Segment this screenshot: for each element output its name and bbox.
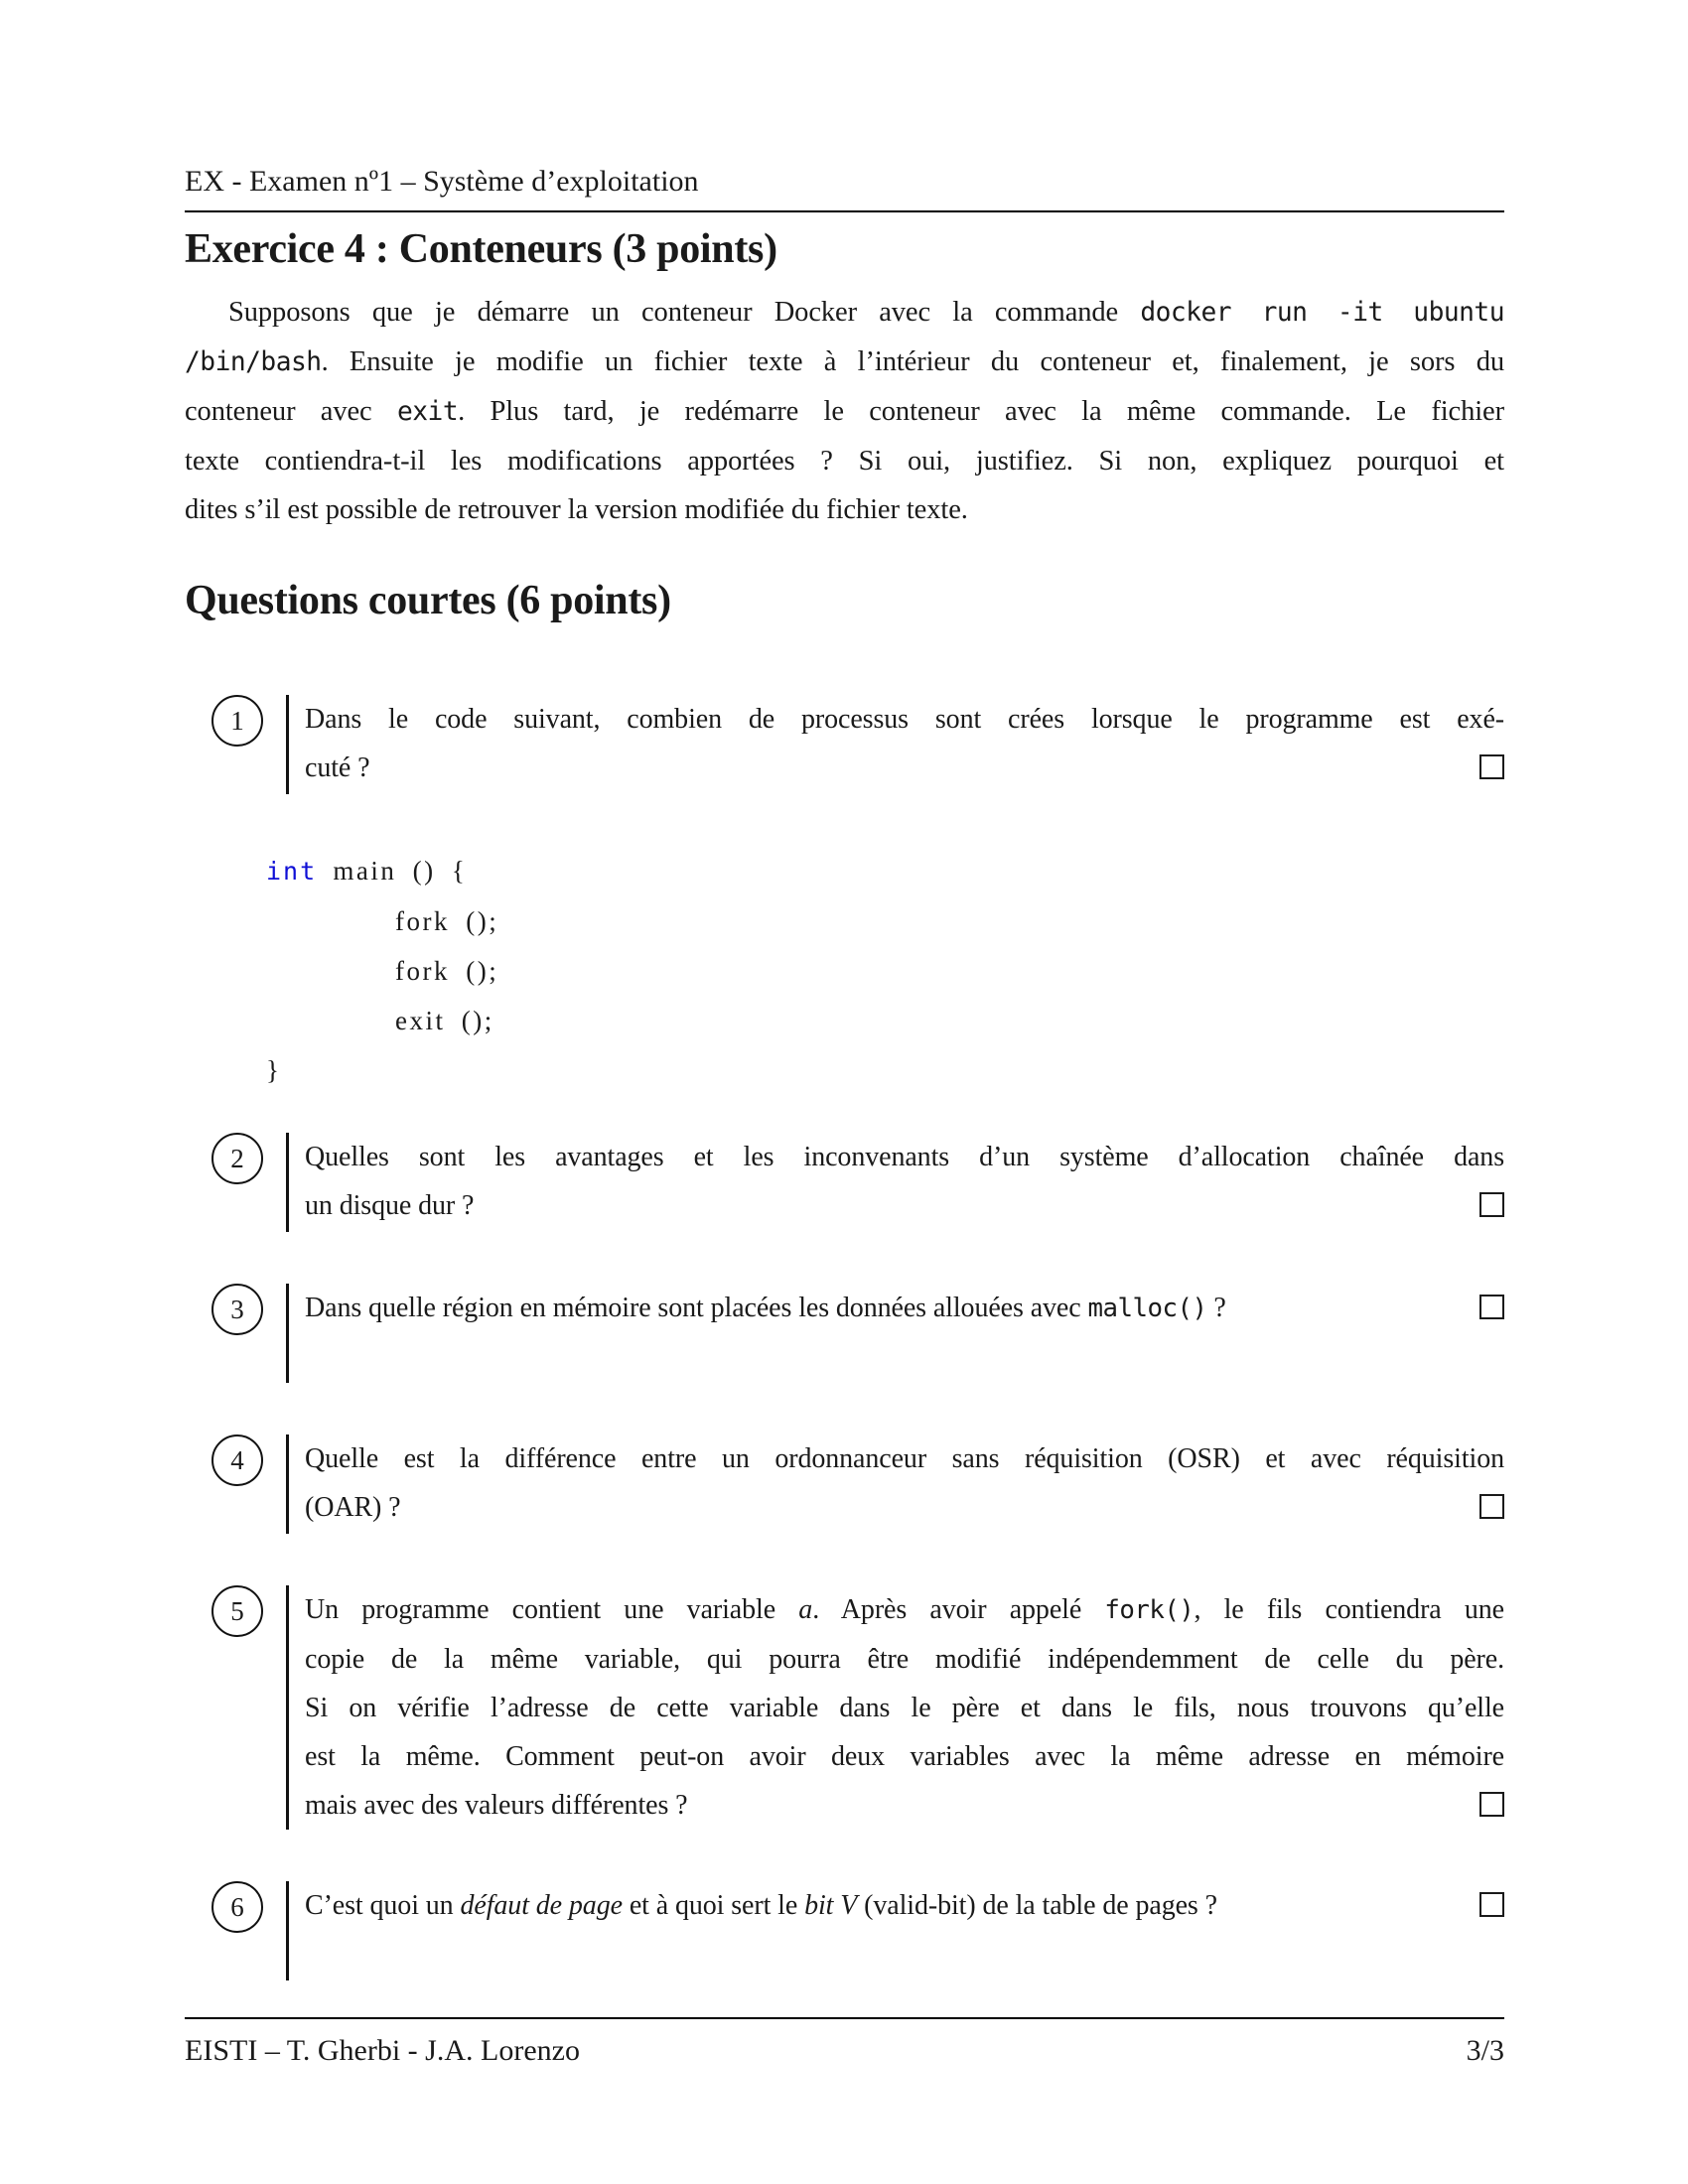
question-text: [305, 695, 1504, 792]
question-line: [305, 1684, 1504, 1732]
answer-checkbox: [1479, 1892, 1504, 1917]
text-run: est la même. Comment peut-on avoir deux variables avec la même adresse en mémoire: [305, 1741, 1504, 1772]
statement-line: [185, 338, 1504, 387]
text-run: ?: [1206, 1293, 1226, 1323]
text-run: Si on vérifie l’adresse de cette variable dans le père et dans le fils, nous trouvons qu’elle: [305, 1693, 1504, 1723]
emphasized-text: défaut de page: [460, 1890, 623, 1921]
question-line: [305, 1635, 1504, 1684]
text-run: copie de la même variable, qui pourra être modifié indépendemment de celle du père.: [305, 1644, 1504, 1675]
text-run: Quelles sont les avantages et les inconvenants d’un système d’allocation chaînée dans: [305, 1142, 1504, 1172]
question-rule: [286, 1284, 289, 1383]
question-number: 5: [230, 1595, 244, 1626]
questions-section-title: Questions courtes (6 points): [185, 578, 671, 623]
question-text: [305, 1133, 1504, 1230]
exercise-statement: [185, 288, 1504, 534]
text-run: (OAR) ?: [305, 1492, 401, 1523]
question-text: [305, 1585, 1504, 1830]
inline-code: docker run -it ubuntu: [1140, 298, 1504, 328]
answer-checkbox: [1479, 1792, 1504, 1817]
page-header: [185, 165, 1504, 212]
code-keyword: int: [266, 857, 318, 886]
question-number: 4: [230, 1444, 244, 1475]
footer-page-number: 3/3: [1466, 2034, 1504, 2067]
text-run: . Plus tard, je redémarre le conteneur avec la même commande. Le fichier: [458, 396, 1504, 427]
question-item: [185, 1133, 1504, 1232]
inline-code: /bin/bash: [185, 347, 322, 377]
text-run: conteneur avec: [185, 396, 397, 427]
text-run: fork ();: [266, 956, 499, 986]
footer-authors: EISTI – T. Gherbi - J.A. Lorenzo: [185, 2034, 580, 2067]
question-text: [305, 1434, 1504, 1532]
text-run: Supposons que je démarre un conteneur Docker avec la commande: [228, 297, 1141, 328]
question-number-badge: [211, 1881, 263, 1933]
question-text: [305, 1284, 1504, 1333]
question-item: [185, 695, 1504, 794]
question-item: [185, 1881, 1504, 1980]
question-number-badge: [211, 1585, 263, 1637]
text-run: , le fils contiendra une: [1194, 1594, 1504, 1625]
question-number: 1: [230, 705, 244, 736]
text-run: Dans quelle région en mémoire sont placées les données allouées avec: [305, 1293, 1088, 1323]
text-run: Dans le code suivant, combien de processus sont crées lorsque le programme est exé-: [305, 704, 1504, 735]
statement-line: [185, 387, 1504, 437]
question-number-badge: [211, 1133, 263, 1184]
question-number-badge: [211, 695, 263, 747]
question-line: [305, 1585, 1504, 1635]
text-run: C’est quoi un: [305, 1890, 461, 1921]
answer-checkbox: [1479, 1494, 1504, 1519]
question-line: [305, 1133, 1504, 1181]
question-rule: [286, 1133, 289, 1232]
statement-line: [185, 437, 1504, 485]
header-course-title: EX - Examen nº1 – Système d’exploitation: [185, 165, 699, 198]
question-rule: [286, 1434, 289, 1534]
question-rule: [286, 1881, 289, 1980]
text-run: et à quoi sert le: [622, 1890, 805, 1921]
page-footer: [185, 2017, 1504, 2069]
text-run: exit ();: [266, 1006, 494, 1035]
text-run: un disque dur ?: [305, 1190, 475, 1221]
question-rule: [286, 1585, 289, 1830]
question-line: [305, 1781, 1504, 1830]
code-line: [266, 846, 1504, 896]
inline-code: fork(): [1104, 1595, 1195, 1625]
question-item: [185, 1585, 1504, 1830]
answer-checkbox: [1479, 1295, 1504, 1319]
question-line: [305, 1284, 1504, 1333]
question-number: 2: [230, 1143, 244, 1173]
text-run: cuté ?: [305, 752, 370, 783]
text-run: . Après avoir appelé: [812, 1594, 1105, 1625]
emphasized-text: bit V: [804, 1890, 858, 1921]
questions-list: [185, 695, 1504, 1980]
question-text: [305, 1881, 1504, 1930]
inline-code: malloc(): [1087, 1294, 1207, 1323]
statement-line: [185, 485, 1504, 534]
text-run: Un programme contient une variable: [305, 1594, 799, 1625]
question-item: [185, 1434, 1504, 1534]
question-line: [305, 1483, 1504, 1532]
answer-checkbox: [1479, 754, 1504, 779]
text-run: dites s’il est possible de retrouver la version modifiée du fichier texte.: [185, 494, 968, 525]
question-line: [305, 1732, 1504, 1781]
code-line: [266, 1045, 1504, 1095]
answer-checkbox: [1479, 1192, 1504, 1217]
question-item: [185, 1284, 1504, 1383]
text-run: mais avec des valeurs différentes ?: [305, 1790, 688, 1821]
question-number: 3: [230, 1294, 244, 1324]
text-run: (valid-bit) de la table de pages ?: [857, 1890, 1217, 1921]
question-line: [305, 1434, 1504, 1483]
statement-line: [185, 288, 1504, 338]
question-number: 6: [230, 1891, 244, 1922]
text-run: texte contiendra-t-il les modifications apportées ? Si oui, justifiez. Si non, expliquez pourquoi et: [185, 446, 1504, 477]
question-line: [305, 1881, 1504, 1930]
question-line: [305, 695, 1504, 744]
text-run: }: [266, 1055, 282, 1085]
code-block: [266, 846, 1504, 1095]
question-line: [305, 744, 1504, 792]
text-run: . Ensuite je modifie un fichier texte à l’intérieur du conteneur et, finalement, je sors du: [321, 346, 1504, 377]
question-number-badge: [211, 1284, 263, 1335]
text-run: main () {: [317, 856, 468, 886]
question-number-badge: [211, 1434, 263, 1486]
text-run: fork ();: [266, 906, 499, 936]
code-line: [266, 896, 1504, 946]
code-line: [266, 996, 1504, 1045]
code-line: [266, 946, 1504, 996]
text-run: Quelle est la différence entre un ordonnanceur sans réquisition (OSR) et avec réquisition: [305, 1443, 1504, 1474]
question-line: [305, 1181, 1504, 1230]
inline-code: exit: [396, 397, 459, 427]
exercise-title: Exercice 4 : Conteneurs (3 points): [185, 226, 777, 272]
emphasized-text: a: [798, 1594, 813, 1625]
question-rule: [286, 695, 289, 794]
